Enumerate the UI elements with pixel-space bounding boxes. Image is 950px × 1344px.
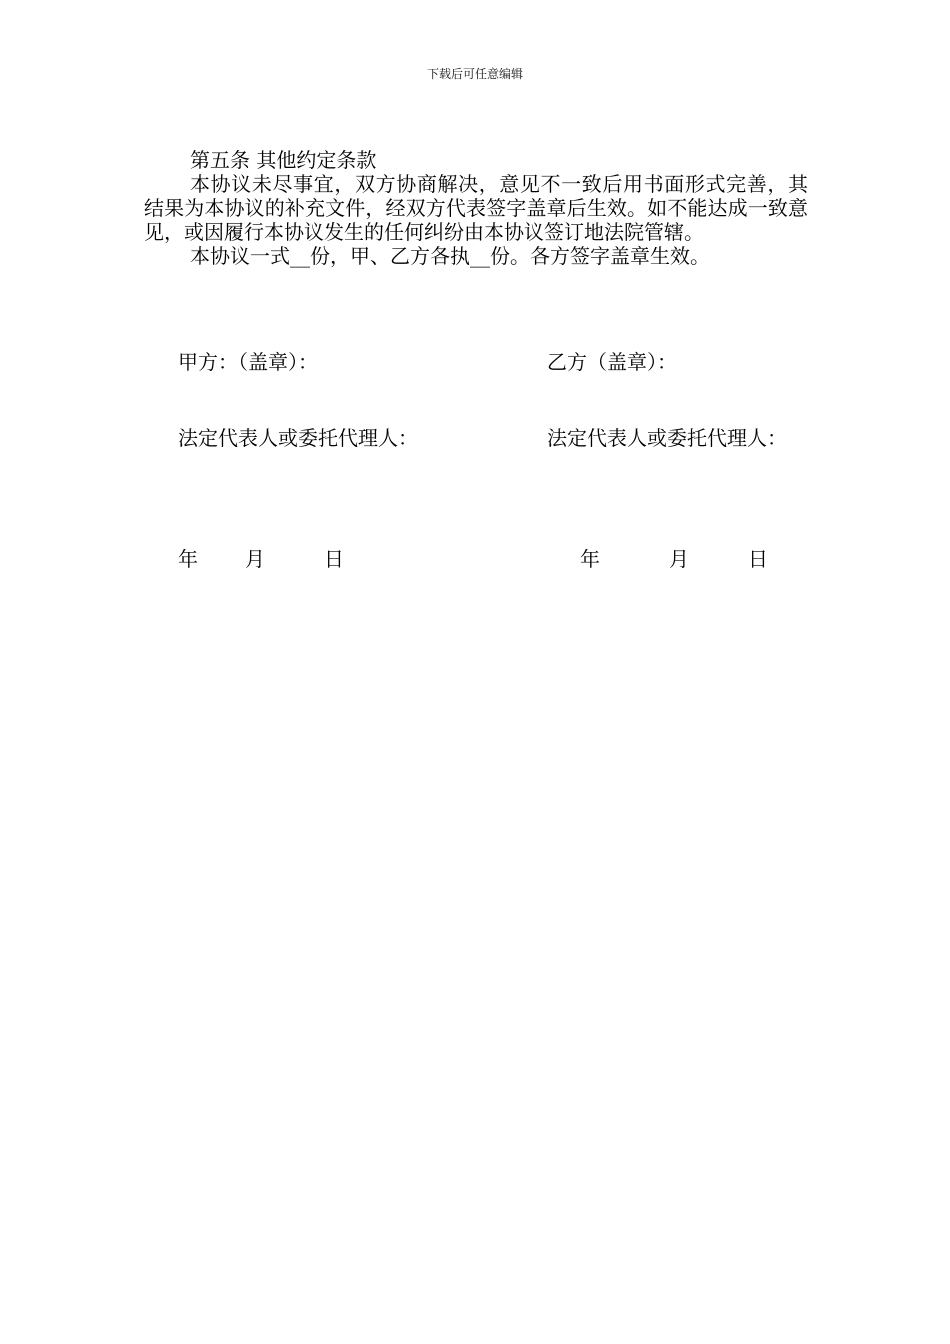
article-paragraph-1: 本协议未尽事宜，双方协商解决，意见不一致后用书面形式完善，其结果为本协议的补充文件，经双方代表签字盖章后生效。如不能达成一致意见，或因履行本协议发生的任何纠纷由本协议签订地法院管辖。 [144,172,808,244]
party-a-date-month: 月 [245,547,265,571]
article-title: 第五条 其他约定条款 [190,148,377,172]
party-b-rep-label: 法定代表人或委托代理人： [547,426,787,450]
party-b-date-month: 月 [669,547,689,571]
party-a-seal-label: 甲方：（盖章）： [178,350,318,374]
page-header-note: 下载后可任意编辑 [426,67,523,81]
party-b-seal-label: 乙方（盖章）： [547,350,677,374]
party-a-date-day: 日 [324,547,344,571]
article-paragraph-2: 本协议一式__份，甲、乙方各执__份。各方签字盖章生效。 [190,244,710,268]
party-a-rep-label: 法定代表人或委托代理人： [178,426,418,450]
party-b-date-day: 日 [748,547,768,571]
party-b-date-year: 年 [580,547,600,571]
party-a-date-year: 年 [178,547,198,571]
article-body [144,148,808,268]
